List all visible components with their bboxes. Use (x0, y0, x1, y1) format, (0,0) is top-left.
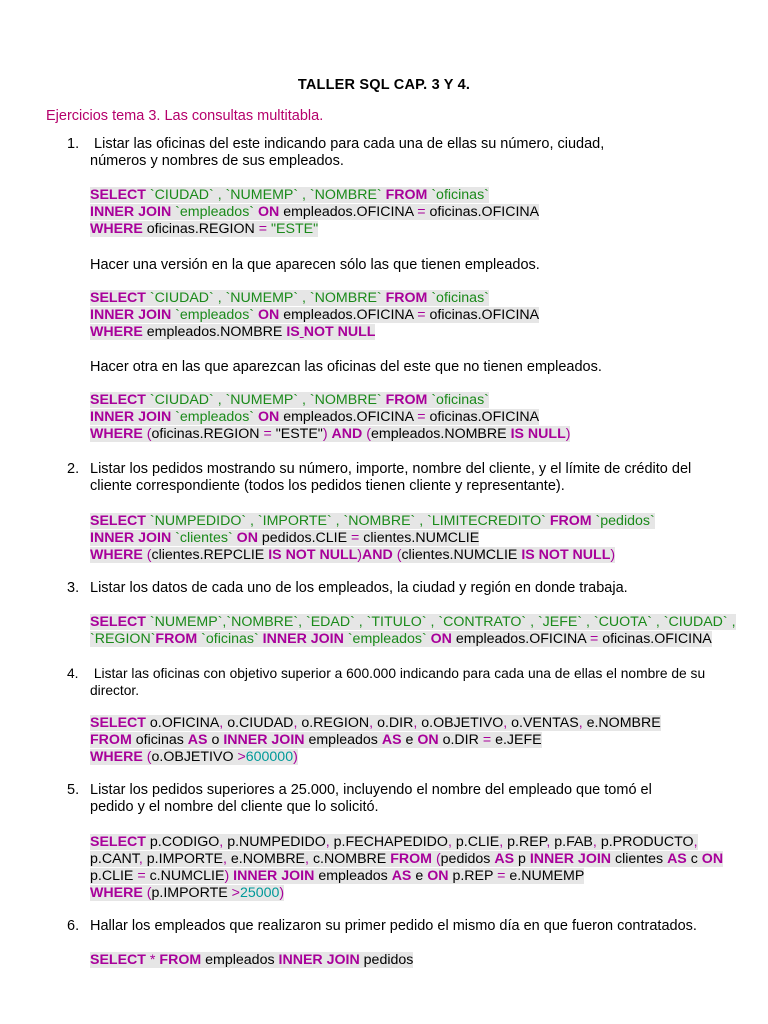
sql-paren: ) (293, 749, 298, 765)
sql-block-6 (90, 952, 413, 969)
question-6 (67, 918, 697, 935)
question-number: 4. (67, 666, 79, 681)
sql-column: empleados.OFICINA (283, 307, 414, 323)
sql-identifier: `clientes` (175, 530, 233, 546)
sql-keyword: INNER JOIN (90, 307, 172, 323)
sql-keyword: INNER JOIN (90, 530, 172, 546)
sql-identifier: `oficinas` (431, 290, 489, 306)
sql-column: o.CIUDAD (227, 715, 294, 731)
sql-identifier: `oficinas` (431, 392, 489, 408)
sql-keyword: FROM (390, 851, 432, 867)
sql-paren: ( (146, 426, 152, 442)
sql-keyword: AND (331, 426, 363, 442)
sql-keyword: INNER JOIN (262, 631, 344, 647)
sql-column: o.OFICINA (149, 715, 220, 731)
sql-comma: , (223, 851, 227, 867)
sql-paren: ( (146, 749, 152, 765)
sql-identifier: `empleados` (175, 409, 255, 425)
sql-column: o.REGION (301, 715, 370, 731)
sql-keyword: AS (391, 868, 412, 884)
sql-keyword: ON (427, 868, 449, 884)
sql-column: oficinas.OFICINA (429, 409, 540, 425)
sql-keyword: WHERE (90, 885, 143, 901)
sql-keyword: ON (417, 732, 439, 748)
sql-keyword: INNER JOIN (90, 204, 172, 220)
question-number: 3. (67, 580, 80, 596)
sql-column: p.IMPORTE (151, 885, 228, 901)
sql-column: e.NOMBRE (230, 851, 306, 867)
sql-keyword: FROM (549, 513, 592, 529)
sql-column: clientes.NUMCLIE (401, 547, 518, 563)
sql-column: empleados.NOMBRE (370, 426, 507, 442)
sql-operator: = (497, 868, 506, 884)
sql-identifier: `CIUDAD` , `NUMEMP` , `NOMBRE` (149, 392, 382, 408)
sql-paren: ( (435, 851, 441, 867)
question-text: Hallar los empleados que realizaron su primer pedido el mismo día en que fueron contratados. (90, 918, 697, 934)
sql-column: empleados.OFICINA (283, 204, 414, 220)
sql-alias: e (405, 732, 414, 748)
sql-operator: * (149, 952, 156, 968)
sql-operator: = (482, 732, 492, 748)
question-text: Listar las oficinas del este indicando para cada una de ellas su número, ciudad, (90, 136, 605, 152)
sql-keyword: SELECT (90, 715, 146, 731)
sql-block-1a (90, 187, 539, 238)
sql-column: p.CLIE (455, 834, 500, 850)
sql-identifier: `pedidos` (595, 513, 655, 529)
sql-column: empleados.OFICINA (455, 631, 586, 647)
sql-keyword: AS (667, 851, 687, 867)
instruction-1: Hacer una versión en la que aparecen sólo las que tienen empleados. (90, 257, 540, 273)
sql-operator: > (231, 885, 240, 901)
sql-keyword: SELECT (90, 513, 146, 529)
sql-column: oficinas.OFICINA (429, 307, 540, 323)
sql-column: pedidos.CLIE (261, 530, 348, 546)
sql-keyword: SELECT (90, 187, 146, 203)
sql-keyword: AS (187, 732, 208, 748)
sql-column: p.FECHAPEDIDO (333, 834, 448, 850)
sql-column: o.OBJETIVO (151, 749, 234, 765)
sql-keyword: FROM (155, 631, 198, 647)
sql-block-1c (90, 392, 570, 443)
sql-comma: , (693, 834, 698, 850)
sql-alias: c (690, 851, 698, 867)
sql-identifier: `empleados` (347, 631, 427, 647)
question-2 (67, 461, 691, 495)
sql-table: pedidos (363, 952, 414, 968)
sql-keyword: SELECT (90, 834, 146, 850)
sql-identifier: `oficinas` (431, 187, 489, 203)
sql-column: oficinas.REGION (146, 221, 255, 237)
sql-comma: , (138, 851, 143, 867)
sql-column: p.REP (507, 834, 547, 850)
sql-column: e.NOMBRE (586, 715, 661, 731)
sql-keyword: IS NOT NULL (268, 547, 358, 563)
sql-keyword: IS NOT NULL (521, 547, 611, 563)
sql-keyword: INNER JOIN (223, 732, 305, 748)
sql-paren: ( (396, 547, 402, 563)
sql-comma: , (219, 715, 224, 731)
sql-block-5 (90, 834, 723, 902)
sql-comma: , (503, 715, 508, 731)
sql-identifier: `CIUDAD` , `NUMEMP` , `NOMBRE` (149, 290, 382, 306)
sql-keyword: INNER JOIN (90, 409, 172, 425)
sql-identifier: `NUMPEDIDO` , `IMPORTE` , `NOMBRE` , `LIMITECREDITO` (149, 513, 546, 529)
question-text: Listar las oficinas con objetivo superior a 600.000 indicando para cada una de ellas el nombre de su (90, 666, 706, 681)
question-text: Listar los datos de cada uno de los empleados, la ciudad y región en donde trabaja. (90, 580, 628, 596)
sql-keyword: WHERE (90, 426, 143, 442)
sql-block-4 (90, 715, 661, 766)
question-text-cont: director. (90, 683, 140, 698)
sql-paren: ( (146, 547, 152, 563)
sql-column: empleados.OFICINA (283, 409, 414, 425)
sql-identifier: `oficinas` (201, 631, 259, 647)
question-3 (67, 580, 628, 597)
question-text: Listar los pedidos superiores a 25.000, incluyendo el nombre del empleado que tomó el (90, 782, 652, 798)
sql-column: clientes.NUMCLIE (363, 530, 480, 546)
sql-comma: , (546, 834, 551, 850)
sql-paren: ( (366, 426, 371, 442)
question-number: 1. (67, 136, 80, 152)
sql-comma: , (325, 834, 330, 850)
sql-keyword: ON (257, 307, 280, 323)
sql-keyword: FROM (385, 290, 428, 306)
question-text: Listar los pedidos mostrando su número, importe, nombre del cliente, y el límite de crédito del (90, 461, 692, 477)
sql-table: pedidos (440, 851, 491, 867)
sql-keyword: AS (494, 851, 515, 867)
sql-keyword: ON (257, 204, 280, 220)
sql-keyword: SELECT (90, 952, 146, 968)
instruction-2: Hacer otra en las que aparezcan las oficinas del este que no tienen empleados. (90, 359, 602, 375)
sql-comma: , (499, 834, 504, 850)
sql-column: p.PRODUCTO (600, 834, 694, 850)
sql-operator: = (417, 307, 426, 323)
sql-comma: , (413, 715, 418, 731)
sql-block-3 (90, 614, 736, 648)
sql-operator: = (417, 409, 426, 425)
sql-operator: = (263, 426, 272, 442)
sql-keyword: ON (257, 409, 280, 425)
sql-keyword: ON (430, 631, 452, 647)
sql-column: p.IMPORTE (146, 851, 224, 867)
sql-identifier: `empleados` (175, 307, 255, 323)
sql-keyword: WHERE (90, 221, 143, 237)
question-number: 2. (67, 461, 80, 477)
sql-column: p.REP (452, 868, 494, 884)
sql-string: "ESTE" (275, 426, 323, 442)
sql-keyword: FROM (385, 392, 428, 408)
sql-operator: = (417, 204, 426, 220)
sql-operator: = (258, 221, 268, 237)
sql-keyword: INNER JOIN (233, 868, 315, 884)
sql-column: p.CODIGO (149, 834, 220, 850)
sql-column: p.CANT (90, 851, 139, 867)
sql-keyword: ON (701, 851, 724, 867)
sql-column: e.NUMEMP (509, 868, 585, 884)
sql-column: o.DIR (377, 715, 414, 731)
sql-operator: = (589, 631, 599, 647)
sql-identifier: `empleados` (175, 204, 255, 220)
sql-paren: ) (224, 868, 230, 884)
sql-column: o.OBJETIVO (421, 715, 504, 731)
sql-paren: ) (357, 547, 363, 563)
sql-table: empleados (308, 732, 378, 748)
sql-paren: ) (322, 426, 328, 442)
sql-column: o.DIR (442, 732, 479, 748)
sql-keyword: IS (286, 324, 300, 340)
sql-keyword: SELECT (90, 614, 146, 630)
sql-identifier: `CIUDAD` , `NUMEMP` , `NOMBRE` (149, 187, 382, 203)
sql-keyword: AND (362, 547, 393, 563)
sql-table: empleados (318, 868, 388, 884)
sql-column: c.NOMBRE (312, 851, 387, 867)
sql-keyword: INNER JOIN (529, 851, 612, 867)
sql-paren: ) (610, 547, 616, 563)
sql-comma: , (578, 715, 583, 731)
sql-comma: , (447, 834, 452, 850)
sql-column: oficinas.OFICINA (602, 631, 712, 647)
sql-column: p.NUMPEDIDO (227, 834, 326, 850)
sql-comma: , (305, 851, 309, 867)
sql-column: c.NUMCLIE (149, 868, 225, 884)
question-1 (67, 136, 604, 170)
sql-alias: p (518, 851, 526, 867)
question-text-cont: números y nombres de sus empleados. (90, 153, 344, 169)
sql-alias: o (211, 732, 220, 748)
sql-keyword: FROM (385, 187, 428, 203)
sql-keyword: INNER JOIN (278, 952, 360, 968)
document-title: TALLER SQL CAP. 3 Y 4. (297, 77, 471, 93)
sql-alias: e (415, 868, 424, 884)
sql-comma: , (369, 715, 374, 731)
sql-identifier: `NUMEMP`,`NOMBRE`, `EDAD` , `TITULO` , `CONTRATO` , `JEFE` , `CUOTA` , `CIUDAD` , (149, 614, 736, 630)
sql-string: "ESTE" (270, 221, 319, 237)
sql-keyword: WHERE (90, 324, 143, 340)
question-number: 6. (67, 918, 80, 934)
sql-keyword: AS (381, 732, 402, 748)
sql-table: oficinas (135, 732, 184, 748)
sql-paren: ) (565, 426, 571, 442)
question-4 (67, 665, 705, 699)
sql-table: empleados (205, 952, 275, 968)
sql-keyword: FROM (90, 732, 132, 748)
sql-keyword: ON (236, 530, 258, 546)
sql-keyword: NOT NULL (303, 324, 376, 340)
sql-paren: ) (279, 885, 285, 901)
sql-table: clientes (615, 851, 664, 867)
sql-block-2 (90, 513, 655, 564)
sql-column: oficinas.REGION (151, 426, 260, 442)
sql-column: empleados.NOMBRE (146, 324, 283, 340)
question-number: 5. (67, 782, 80, 798)
sql-column: clientes.REPCLIE (151, 547, 265, 563)
sql-keyword: WHERE (90, 547, 143, 563)
question-text-cont: cliente correspondiente (todos los pedidos tienen cliente y representante). (90, 478, 565, 494)
section-title: Ejercicios tema 3. Las consultas multitabla. (46, 108, 324, 124)
sql-column: p.CLIE (90, 868, 134, 884)
sql-identifier: `REGION` (90, 631, 156, 647)
sql-keyword: IS NULL (510, 426, 566, 442)
sql-column: oficinas.OFICINA (429, 204, 540, 220)
sql-comma: , (219, 834, 224, 850)
question-text-cont: pedido y el nombre del cliente que lo solicitó. (90, 799, 379, 815)
sql-keyword: SELECT (90, 392, 146, 408)
sql-column: e.JEFE (495, 732, 542, 748)
sql-keyword: WHERE (90, 749, 143, 765)
sql-number: 25000 (239, 885, 280, 901)
sql-keyword: FROM (159, 952, 202, 968)
sql-column: o.VENTAS (511, 715, 579, 731)
sql-operator: = (351, 530, 360, 546)
sql-paren: ( (146, 885, 152, 901)
sql-column: p.FAB (554, 834, 593, 850)
sql-comma: , (293, 715, 298, 731)
sql-keyword: SELECT (90, 290, 146, 306)
sql-operator: = (137, 868, 146, 884)
sql-block-1b (90, 290, 539, 341)
sql-comma: , (592, 834, 597, 850)
sql-operator: > (237, 749, 246, 765)
question-5 (67, 782, 652, 816)
sql-number: 600000 (245, 749, 294, 765)
